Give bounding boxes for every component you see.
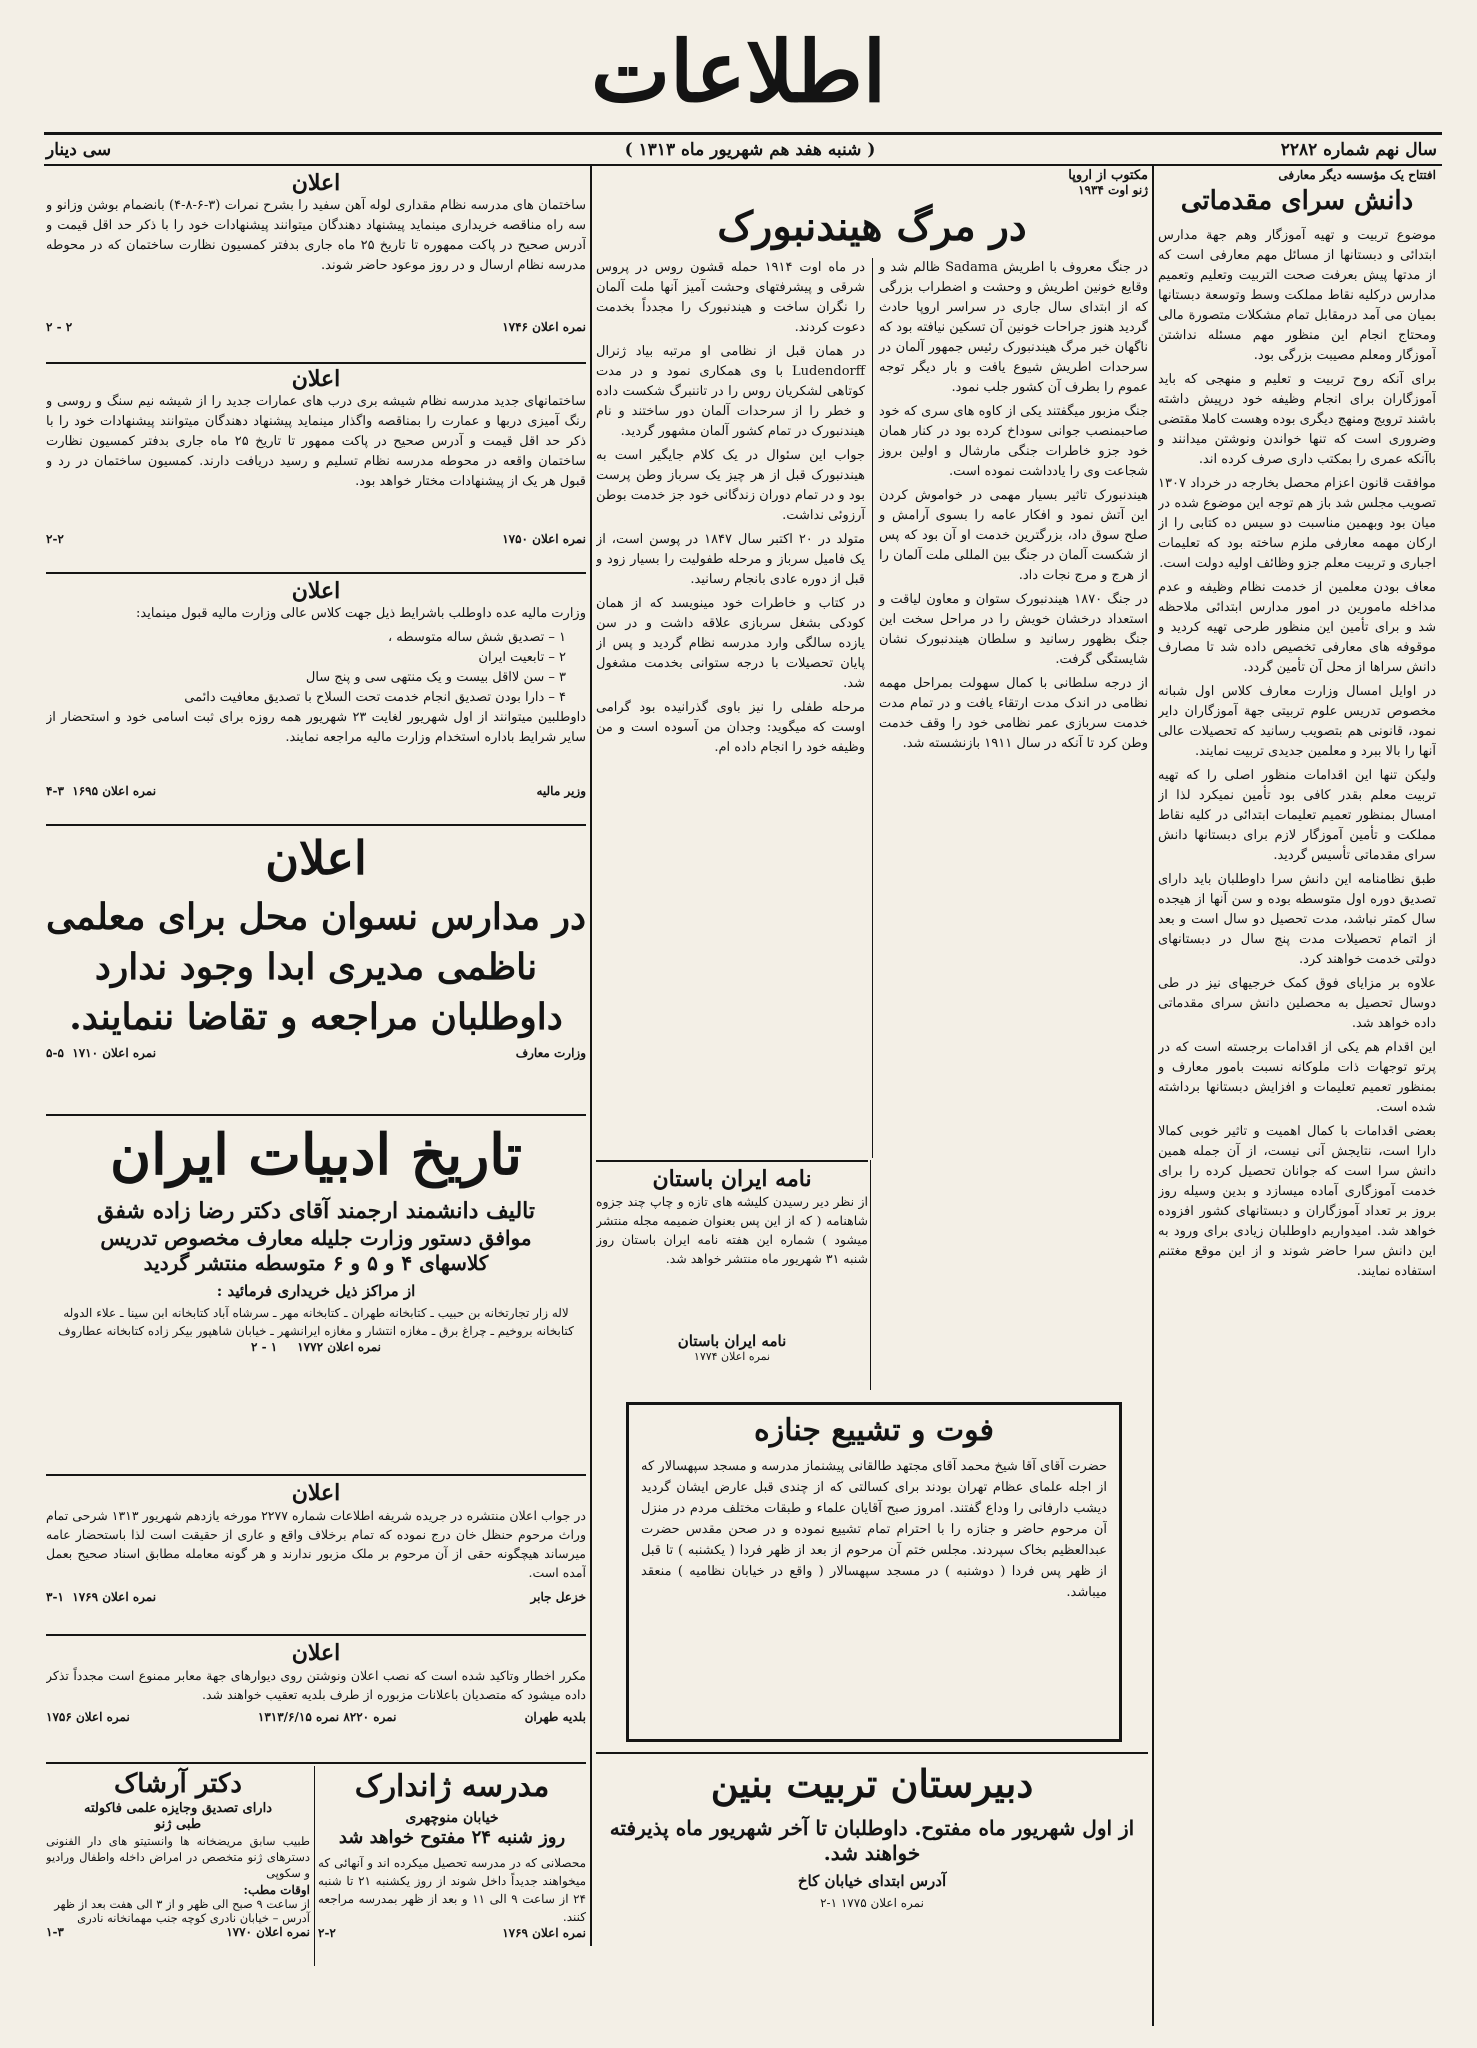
paragraph: معاف بودن معلمین از خدمت نظام وظیفه و عدم مداخله مامورین در امور مدارس ابتدائی ملاحظه شد و برای تأمین این منظور طرحی تهیه کردید و موقوفه های معارفی تخصیص داده شد تا مصارف دانش سراها از محل آن تأمین گردد.	[1158, 580, 1436, 675]
notice-title: نامه ایران باستان	[652, 1166, 812, 1192]
ad-title: دبیرستان تربیت بنین	[710, 1761, 1034, 1806]
ad-address: آدرس ابتدای خیابان کاخ	[797, 1871, 947, 1890]
paragraph: جنگ مزبور میگفتند یکی از کاوه های سری که خود صاحبمنصب جوانی سوداخ کرده بود در کنار همان خود جزو خاطرات جنگی مارشال و اولین بروز شجاعت وی را یادداشت نموده است.	[879, 404, 1148, 479]
issue-price: سی دینار	[46, 140, 112, 160]
ad-line: دارای تصدیق وجایزه علمی فاکولته	[84, 1800, 272, 1816]
paragraph: در جنگ معروف با اطریش Sadama ظالم شد و وقایع خونین اطریش و وحشت و اضطراب بزرگی که از ابتدای سال جاری در سراسر اروپا حادث گردید هنوز جراحات خونین آن تسکین نیافته بود که ناگهان خبر مرگ هیندنبورک رئیس جمهور آلمان در سرحدات اطریش شیوع یافت و بار دیگر توجه عموم را بطرف آن کشور جلب نمود.	[879, 260, 1148, 395]
ad-body: در مدارس نسوان محل برای معلمی ناظمی مدیری ابدا وجود ندارد داوطلبان مراجعه و تقاضا ننمایند.	[46, 895, 586, 1038]
list-item: ۳ – سن لااقل بیست و یک منتهی سی و پنج سال	[305, 670, 566, 685]
notice-signature: خزعل جابر	[530, 1590, 586, 1604]
section-rule	[596, 1160, 868, 1162]
notice-number: نمره اعلان ۱۷۷۴	[693, 1350, 771, 1363]
date-rule	[44, 164, 1442, 166]
ad-line: کلاسهای ۴ و ۵ و ۶ متوسطه منتشر گردید	[143, 1250, 489, 1275]
notice-number: نمره اعلان ۱۷۶۹	[72, 1590, 157, 1604]
paragraph: هیندنبورک تاثیر بسیار مهمی در خواموش کردن این آتش نمود و افکار عامه را بسوی آرامش و صلح سوق داد، بزرگترین خدمت او آن بود که پس از شکست آلمان در جنگ بین المللی ملت آلمان را از هرج و مرج نجات داد.	[879, 488, 1148, 583]
ad-glass	[46, 366, 586, 566]
list-item: ۴ – دارا بودن تصدیق انجام خدمت تحت السلاح با تصدیق معافیت دائمی	[184, 690, 566, 705]
issue-number: سال نهم شماره ۲۲۸۲	[1280, 140, 1437, 160]
ad-reply	[46, 1480, 586, 1630]
paragraph: در اوایل امسال وزارت معارف کلاس اول شبانه مخصوص تدریس علوم تربیتی جهة آموزگاران دایر نمود، قانونی هم بتصویب رسانید که تحصیلات عالی آنها را بالا ببرد و معلمین جدیدی تربیت نمایند.	[1158, 684, 1436, 759]
column-divider	[1152, 166, 1154, 2026]
section-rule	[46, 824, 586, 826]
notice-signature: بلدیه طهران	[524, 1710, 586, 1724]
article-kicker: افتتاح یک مؤسسه دیگر معارفی	[1278, 168, 1436, 182]
notice-tag: ۳-۴	[46, 784, 64, 798]
section-rule	[46, 1634, 586, 1636]
masthead-rule	[44, 132, 1442, 135]
ad-doctor	[46, 1768, 310, 1968]
ad-jeanne-darc	[318, 1768, 586, 1968]
section-rule	[46, 362, 586, 364]
ad-body: از اول شهریور ماه مفتوح. داوطلبان تا آخر شهریور ماه پذیرفته خواهند شد.	[609, 1815, 1135, 1865]
article-teachers-college	[1158, 168, 1436, 2028]
funeral-title: فوت و تشییع جنازه	[753, 1413, 995, 1448]
article-dateline: ژنو اوت ۱۹۳۴	[1078, 183, 1148, 197]
ad-dabirestan	[596, 1760, 1148, 1950]
ad-line: موافق دستور وزارت جلیله معارف مخصوص تدریس	[100, 1225, 532, 1250]
paragraph: از درجه سلطانی با کمال سهولت بمراحل مهمه نظامی در اندک مدت ارتقاء یافت و در تمام مدت خدمت سربازی عمر نظامی خود را وقف خدمت وطن کرد تا آنکه در سال ۱۹۱۱ بازنشسته شد.	[879, 676, 1148, 751]
article-hindenburg	[596, 168, 1148, 1168]
notice-number: نمره اعلان ۱۷۵۶	[46, 1710, 130, 1724]
column-divider	[590, 166, 592, 1946]
paragraph: ولیکن تنها این اقدامات منظور اصلی را که تهیه تربیت معلم بقدر کافی بود تأمین نمیکرد لذا از امسال بمنظور تعمیم تعلیمات ابتدائی در کلیه نقاط مملکت و تأمین آموزگار لازم برای دبستانها دانش سرای مقدماتی تأسیس گردید.	[1158, 768, 1436, 863]
notice-tag: ۲-۲	[318, 1925, 336, 1940]
paragraph: طبق نظامنامه این دانش سرا داوطلبان باید دارای تصدیق دوره اول متوسطه بوده و سن آنها از هیجده سال کمتر نباشد، مدت تحصیل دو سال است و بعد از اتمام تحصیلات مدت پنج سال در دبستانهای دولتی خدمت خواهند کرد.	[1158, 872, 1436, 967]
ad-title: اعلان	[291, 578, 341, 604]
funeral-notice	[626, 1402, 1122, 1742]
notice-tag: ۲-۲	[46, 532, 64, 546]
paragraph: برای آنکه روح تربیت و تعلیم و منهجی که باید آموزگاران برای انجام وظیفه خود درپیش داشته باشند ترویج ومنهج دیگری بوده وهست کاملا مقتضی وضروری است که تنها خواندن ونوشتن میدانند و باآنکه عمری را بمکتب داری صرف کرده اند.	[1158, 372, 1436, 467]
ad-open: روز شنبه ۲۴ مفتوح خواهد شد	[338, 1827, 566, 1848]
notice-number: نمره اعلان ۱۷۷۵ ۱-۲	[820, 1896, 924, 1911]
notice-tag: ۲ - ۲	[46, 320, 73, 334]
list-item: ۲ – تابعیت ایران	[478, 650, 566, 665]
ad-body: داوطلبین میتوانند از اول شهریور لغایت ۲۳ شهریور همه روزه برای ثبت اسامی خود و استحضار از سایر شرایط باداره استخدام وزارت مالیه مراجعه نمایند.	[46, 710, 586, 745]
paragraph: متولد در ۲۰ اکتبر سال ۱۸۴۷ در پوسن است، از یک فامیل سرباز و مرحله طفولیت را بسیار زود و قبل از دوره عادی بانجام رسانید.	[596, 532, 866, 587]
ad-finance-ministry	[46, 578, 586, 818]
ad-title: دکتر آرشاک	[114, 1769, 242, 1799]
ad-hours: از ساعت ۹ صبح الی ظهر و از ۳ الی هفت بعد از ظهر	[54, 1897, 310, 1911]
notice-number: نمره اعلان ۱۷۷۰	[226, 1925, 310, 1939]
paragraph: در جنگ ۱۸۷۰ هیندنبورک ستوان و معاون لیاقت و استعداد درخشان خویش را در مراحل سخت این جنگ بظهور رسانید و سلطان هیندنبورک نشان شایستگی گرفت.	[879, 592, 1148, 667]
ad-body: ساختمان های مدرسه نظام مقداری لوله آهن سفید را بشرح نمرات (۳-۶-۸-۴) بانضمام بوشن وزانو و سه راه مناقصه خریداری مینماید پیشنهاد دهندگان میتوانند پیشنهادات خود را با ذکر حد اقل قیمت و آدرس صحیح در پاکت ممهوره تا تاریخ ۲۵ ماه جاری بدفتر کمسیون نظارت ساختمان که در محوطه مدرسه نظام ارسال و در روز موعود حاضر شوند.	[46, 198, 586, 273]
article-headline: دانش سرای مقدماتی	[1180, 186, 1414, 216]
newspaper-title: اطلاعات	[590, 22, 887, 121]
notice-tag: نمره ۸۲۲۰ نمره ۱۳۱۳/۶/۱۵	[257, 1710, 397, 1724]
ad-intro: وزارت مالیه عده داوطلب باشرایط ذیل جهت کلاس عالی وزارت مالیه قبول مینماید:	[136, 606, 586, 621]
notice-number: نمره اعلان ۱۷۱۰	[72, 1045, 157, 1060]
ad-line: طبی ژنو	[154, 1816, 202, 1832]
paragraph: در کتاب و خاطرات خود مینویسد که از همان کودکی بشغل سربازی علاقه داشت و در سن یازده سالگی وارد مدرسه نظام گردید و پس از پایان تحصیلات با درجه ستوانی بخدمت مشغول شد.	[596, 596, 865, 691]
notice-number: نمره اعلان ۱۶۹۵	[72, 784, 157, 798]
notice-number: نمره اعلان ۱۷۶۹	[502, 1925, 586, 1940]
ad-hours-title: اوقات مطب:	[243, 1883, 310, 1897]
ad-title: اعلان	[291, 1640, 341, 1666]
paragraph: بعضی اقدامات با کمال اهمیت و تاثیر خوبی کمالا دارا است، نتایجش آنی نیست، از آن جمله همین دانش سرا است که جوانان تحصیل کرده را برای خدمت آموزگاری آماده میسازد و بدین وسیله روز بروز بر تعداد آموزگاران و دبستانهای کشور افزوده خواهد شد. امیدواریم داوطلبان زیادی برای ورود به این دانش سرا حاضر شوند و از این موقع مغتنم استفاده نمایند.	[1158, 1124, 1436, 1279]
issue-date: ( شنبه هفد هم شهریور ماه ۱۳۱۳ )	[624, 140, 876, 160]
paragraph: این اقدام هم یکی از اقدامات برجسته است که در پرتو توجهات ذات ملوکانه نسبت بامور معارف و بمنظور تعمیم تعلیمات و افزایش دبستانها برداشته شده است.	[1158, 1040, 1436, 1115]
ad-title: اعلان	[291, 1480, 341, 1506]
paragraph: علاوه بر مزایای فوق کمک خرجیهای نیز در طی دوسال تحصیل به محصلین دانش سرای مقدماتی داده خواهد شد.	[1158, 976, 1436, 1031]
article-kicker: مکتوب از اروپا	[1068, 168, 1148, 183]
ad-body: در جواب اعلان منتشره در جریده شریفه اطلاعات شماره ۲۲۷۷ مورخه یازدهم شهریور ۱۳۱۳ شرحی تمام وراث مرحوم حنظل خان درج نموده که تمام برخلاف واقع و عاری از حقیقت است لذا باستحضار عامه میرساند هیچگونه حقی از آن مرحوم بر ملک مزبور ندارند و هر گونه معامله مطابق اسناد صحیح بعمل آمده است.	[46, 1508, 586, 1580]
ad-body: مکرر اخطار وتاکید شده است که نصب اعلان ونوشتن روی دیوارهای جهة معابر ممنوع است مجدداً تذکر داده میشود که متصدیان باعلانات مزبوره از طرف بلدیه تعقیب خواهند شد.	[46, 1668, 586, 1702]
section-rule	[46, 572, 586, 574]
notice-tag: ۱-۳	[46, 1925, 64, 1939]
ad-book-history	[46, 1120, 586, 1470]
funeral-body: حضرت آقای آقا شیخ محمد آقای مجتهد طالقانی پیشنماز مدرسه و مسجد سپهسالار که از اجله علمای عظام تهران بودند برای کسالتی که از چندی قبل عارض ایشان گردید دیشب دارفانی را وداع گفتند. امروز صبح آقایان علماء و طبقات مختلف مردم در منزل آن مرحوم حاضر و جنازه را با احترام تمام تشییع نموده و در صحن مقدس حضرت عبدالعظیم بخاک سپردند. مجلس ختم آن مرحوم از بعد از ظهر فردا ( یکشنبه ) تا قبل از ظهر پس فردا ( دوشنبه ) در مسجد سپهسالار ( واقع در خیابان نظامیه ) منعقد میباشد.	[641, 1459, 1107, 1600]
notice-tag: ۵-۵	[46, 1045, 64, 1060]
paragraph: در همان قبل از نظامی او مرتبه بیاد ژنرال Ludendorff با وی همکاری نمود و در مدت کوتاهی لشکریان روس را در تاننبرگ شکست داده و خطر را از سرحدات آلمان دور ساختند و نام هیندنبورک در تمام کشور آلمان مشهور گردید.	[596, 344, 865, 439]
ad-girls-schools	[46, 830, 586, 1110]
ad-pipes	[46, 170, 586, 360]
section-rule	[46, 1114, 586, 1116]
masthead	[0, 0, 1477, 130]
ad-shops: لاله زار تجارتخانه بن حبیب ـ کتابخانه طهران ـ کتابخانه مهر ـ سرشاه آباد کتابخانه ابن سینا ـ علاء الدوله کتابخانه بروخیم ـ چراغ برق ـ مغازه انتشار و مغازه ایرانشهر ـ خیابان شاهپور بیکر زاده کتابخانه عطاروف	[58, 1306, 574, 1339]
ad-body: طبیب سابق مریضخانه ها وانستیتو های دار الفنونی دسترهای ژنو متخصص در امراض داخله واطفال ورادیو و سکوپی	[46, 1834, 310, 1880]
ad-municipality	[46, 1640, 586, 1758]
ad-title: مدرسه ژاندارک	[354, 1769, 550, 1804]
section-rule	[46, 1762, 586, 1764]
notice-body: از نظر دیر رسیدن کلیشه های تازه و چاپ چند جزوه شاهنامه ( که از این پس بعنوان ضمیمه مجله منتشر میشود ) شماره این هفته نامه ایران باستان روز شنبه ۳۱ شهریور ماه منتشر خواهد شد.	[596, 1194, 868, 1266]
ad-body: محصلانی که در مدرسه تحصیل میکرده اند و آنهائی که میخواهند جدیداً داخل شوند از روز یکشنبه ۲۱ تا شنبه ۲۴ از ساعت ۹ الی ۱۱ و بعد از ظهر بمدرسه مراجعه کنند.	[318, 1855, 586, 1924]
notice-tag: ۱ - ۲	[250, 1340, 278, 1355]
notice-iran-bastan	[596, 1166, 868, 1388]
section-rule	[596, 1752, 1148, 1754]
column-divider	[870, 1160, 871, 1390]
notice-number: نمره اعلان ۱۷۴۶	[502, 320, 586, 334]
notice-number: نمره اعلان ۱۷۷۲	[297, 1340, 382, 1355]
ad-title: اعلان	[291, 170, 341, 196]
column-divider	[314, 1766, 315, 1966]
notice-tag: ۱-۳	[46, 1590, 64, 1604]
paragraph: در ماه اوت ۱۹۱۴ حمله قشون روس در پروس شرقی و پیشرفتهای وحشت آمیز آنها ملت آلمان را نگران ساخت و هیندنبورک را مجدداً بخدمت دعوت کردند.	[596, 260, 865, 335]
paragraph: جواب این سئوال در یک کلام جایگیر است به هیندنبورک قبل از هر چیز یک سرباز وطن پرست بود و در تمام دوران زندگانی خود جز خدمت بوطن آرزوئی نداشت.	[596, 448, 865, 523]
ad-author: تالیف دانشمند ارجمند آقای دکتر رضا زاده شفق	[97, 1198, 535, 1224]
ad-title: اعلان	[291, 366, 341, 392]
ad-title: تاریخ ادبیات ایران	[110, 1122, 522, 1188]
notice-signature: وزیر مالیه	[536, 784, 586, 798]
ad-line: از مراکز ذیل خریداری فرمائید :	[216, 1281, 416, 1300]
ad-address: آدرس – خیابان نادری کوچه جنب مهمانخانه نادری	[77, 1911, 310, 1925]
article-headline: در مرگ هیندنبورک	[717, 203, 1027, 250]
paragraph: موضوع تربیت و تهیه آموزگار وهم جهة مدارس ابتدائی و دبستانها از مسائل مهم معارفی است که از مدتها پیش بعرفت صحت التربیت وتعلیم وتعمیم مدارس درکلیه نقاط مملکت وسط وتوسعة دبستانها بمیان می آمد درمقابل تمام مشکلات متصورة مالی ومحتاج انجام این منظور مهم مسئله نداشتن آموزگار ومعلم مصیبت بزرگی بود.	[1158, 228, 1436, 363]
notice-signature: نامه ایران باستان	[677, 1332, 787, 1350]
ad-title: اعلان	[265, 831, 367, 885]
paragraph: مرحله طفلی را نیز باوی گذرانیده بود گرامی اوست که میگوید: وجدان من آسوده است و من وظیفه خود را انجام داده ام.	[596, 700, 865, 755]
paragraph: موافقت قانون اعزام محصل بخارجه در خرداد ۱۳۰۷ تصویب مجلس شد باز هم توجه این موضوع شده در میان بود وبهمین مناسبت دو سیس ده کتابی را از ارکان مهمه معارفی ملزم ساخته بود که تعلیمات اجباری و تربیت معلم جزو وظائف اولیه دولت است.	[1158, 476, 1436, 571]
ad-street: خیابان منوچهری	[405, 1809, 499, 1826]
section-rule	[46, 1474, 586, 1476]
ad-body: ساختمانهای جدید مدرسه نظام شیشه بری درب های عمارات جدید را از شیشه نیم سنگ و روسی و رنگ آمیزی دربها و عمارت را بمناقصه واگذار مینماید پیشنهاد دهندگان میتوانند پیشنهادات خود را با ذکر حد اقل قیمت و آدرس صحیح در پاکت ممهور تا تاریخ ۲۵ ماه جاری بدفتر کمسیون نظارت ساختمان واقعه در محوطه مدرسه نظام تسلیم و رسید دریافت دارند. کمسیون ساختمان در رد و قبول هر یک از پیشنهادات مختار خواهد بود.	[46, 394, 586, 489]
notice-number: نمره اعلان ۱۷۵۰	[502, 532, 586, 546]
list-item: ۱ – تصدیق شش ساله متوسطه ،	[387, 630, 566, 645]
notice-signature: وزارت معارف	[515, 1045, 586, 1060]
